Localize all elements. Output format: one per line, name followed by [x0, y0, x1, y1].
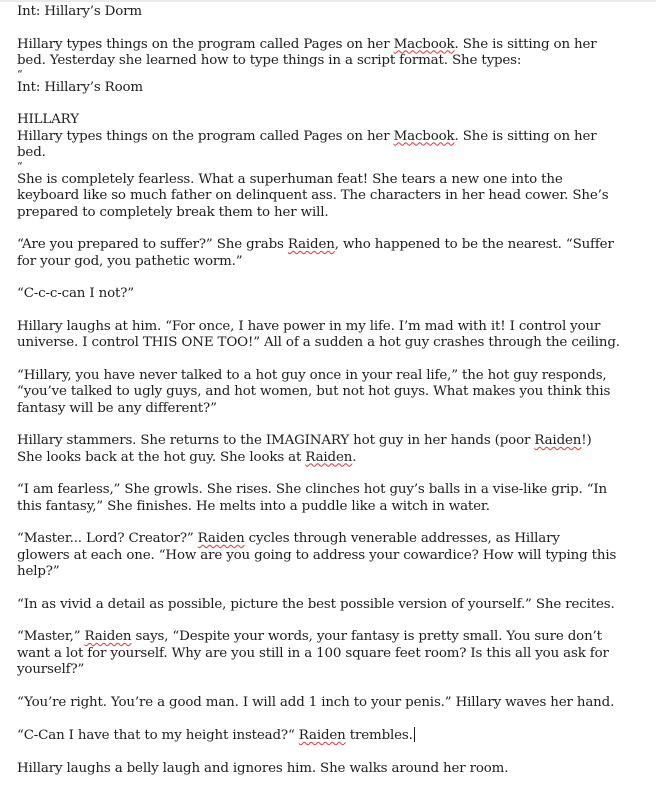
misspelled-word: Raiden — [298, 728, 346, 743]
text-run: HILLARY — [17, 112, 79, 127]
text-run: Int: Hillary’s Dorm — [17, 4, 142, 19]
text-run: . She is sitting on her bed. Yesterday she learned how to type things in a script format. She types: — [17, 36, 597, 68]
para-14[interactable] — [17, 727, 647, 745]
quote-mark-1[interactable] — [17, 70, 647, 80]
text-run: Int: Hillary’s Room — [17, 79, 143, 95]
paragraph-gap — [17, 96, 647, 112]
paragraph-gap — [17, 711, 647, 727]
text-run: Hillary types things on the program called Pages on her — [17, 36, 394, 52]
text-run: “C-c-c-can I not?” — [17, 286, 134, 301]
text-run: . She is sitting on her bed. — [17, 128, 597, 160]
char-hillary[interactable] — [17, 112, 647, 129]
misspelled-word: Macbook — [393, 128, 455, 144]
text-run: !) She looks back at the hot guy. She looks at — [17, 433, 592, 465]
paragraph-gap — [17, 515, 647, 531]
para-3[interactable] — [17, 172, 647, 222]
text-run: Hillary types things on the program called Pages on her — [17, 128, 394, 144]
para-5[interactable] — [17, 286, 647, 303]
text-cursor — [414, 727, 415, 742]
para-9[interactable] — [17, 482, 647, 515]
para-6[interactable] — [17, 319, 647, 352]
misspelled-word: Raiden — [197, 531, 245, 546]
paragraph-gap — [17, 270, 647, 286]
para-12[interactable] — [17, 629, 647, 679]
misspelled-word: Raiden — [305, 449, 353, 465]
text-run: trembles. — [345, 728, 413, 743]
text-run: “I am fearless,” She growls. She rises. She clinches hot guy’s balls in a vise-like grip. “In this fantasy,” She finishes. He melts into a puddle like a witch in water. — [17, 482, 608, 514]
para-2[interactable] — [17, 129, 647, 162]
misspelled-word: Raiden — [84, 629, 132, 644]
text-run: Hillary stammers. She returns to the IMAGINARY hot guy in her hands (poor — [17, 433, 535, 448]
text-run: “Master... Lord? Creator?” — [17, 531, 198, 546]
para-1[interactable] — [17, 37, 647, 70]
text-run: cycles through venerable addresses, as Hillary glowers at each one. “How are you going to address your cowardice? How will typing this help?” — [17, 531, 617, 579]
quote-mark-2[interactable] — [17, 162, 647, 172]
text-run: “ — [17, 161, 23, 172]
text-run: Hillary laughs a belly laugh and ignores him. She walks around her room. — [17, 760, 509, 776]
paragraph-gap — [17, 745, 647, 761]
text-run: “ — [17, 69, 23, 80]
text-run: Hillary laughs at him. “For once, I have power in my life. I’m mad with it! I control your universe. I control THIS ONE TOO!” All of a sudden a hot guy crashes through the ceiling. — [17, 318, 620, 350]
heading-dorm[interactable] — [17, 4, 647, 21]
paragraph-gap — [17, 417, 647, 433]
heading-room[interactable] — [17, 80, 647, 97]
para-15[interactable] — [17, 761, 647, 778]
text-run: , who happened to be the nearest. “Suffer for your god, you pathetic worm.” — [17, 237, 614, 269]
document-body[interactable] — [17, 4, 647, 777]
text-run: . — [352, 449, 357, 465]
para-13[interactable] — [17, 695, 647, 712]
window-top-edge — [0, 0, 656, 2]
paragraph-gap — [17, 21, 647, 37]
misspelled-word: Raiden — [287, 237, 335, 252]
paragraph-gap — [17, 221, 647, 237]
paragraph-gap — [17, 613, 647, 629]
misspelled-word: Raiden — [534, 433, 582, 448]
text-run: “In as vivid a detail as possible, picture the best possible version of yourself.” She recites. — [17, 596, 615, 612]
text-run: “Master,” — [17, 629, 85, 644]
text-run: “Hillary, you have never talked to a hot guy once in your real life,” the hot guy responds, “you’ve talked to ugly guys, and hot women, but not hot guys. What makes you think this fantasy will be any different?” — [17, 367, 611, 416]
para-8[interactable] — [17, 433, 647, 466]
paragraph-gap — [17, 352, 647, 368]
misspelled-word: Macbook — [393, 36, 455, 52]
para-4[interactable] — [17, 237, 647, 270]
text-run: “Are you prepared to suffer?” She grabs — [17, 237, 288, 252]
text-run: She is completely fearless. What a superhuman feat! She tears a new one into the keyboard like so much father on delinquent ass. The characters in her head cower. She’s prepared to completely break them to her will. — [17, 171, 609, 220]
paragraph-gap — [17, 581, 647, 597]
para-7[interactable] — [17, 368, 647, 418]
paragraph-gap — [17, 466, 647, 482]
para-11[interactable] — [17, 597, 647, 614]
paragraph-gap — [17, 679, 647, 695]
text-run: “C-Can I have that to my height instead?“ — [17, 728, 299, 743]
paragraph-gap — [17, 303, 647, 319]
text-run: says, “Despite your words, your fantasy is pretty small. You sure don’t want a lot for yourself. Why are you still in a 100 square feet room? Is this all you ask for yourself?” — [17, 629, 609, 677]
text-run: “You’re right. You’re a good man. I will add 1 inch to your penis.” Hillary waves her hand. — [17, 694, 615, 710]
para-10[interactable] — [17, 531, 647, 581]
